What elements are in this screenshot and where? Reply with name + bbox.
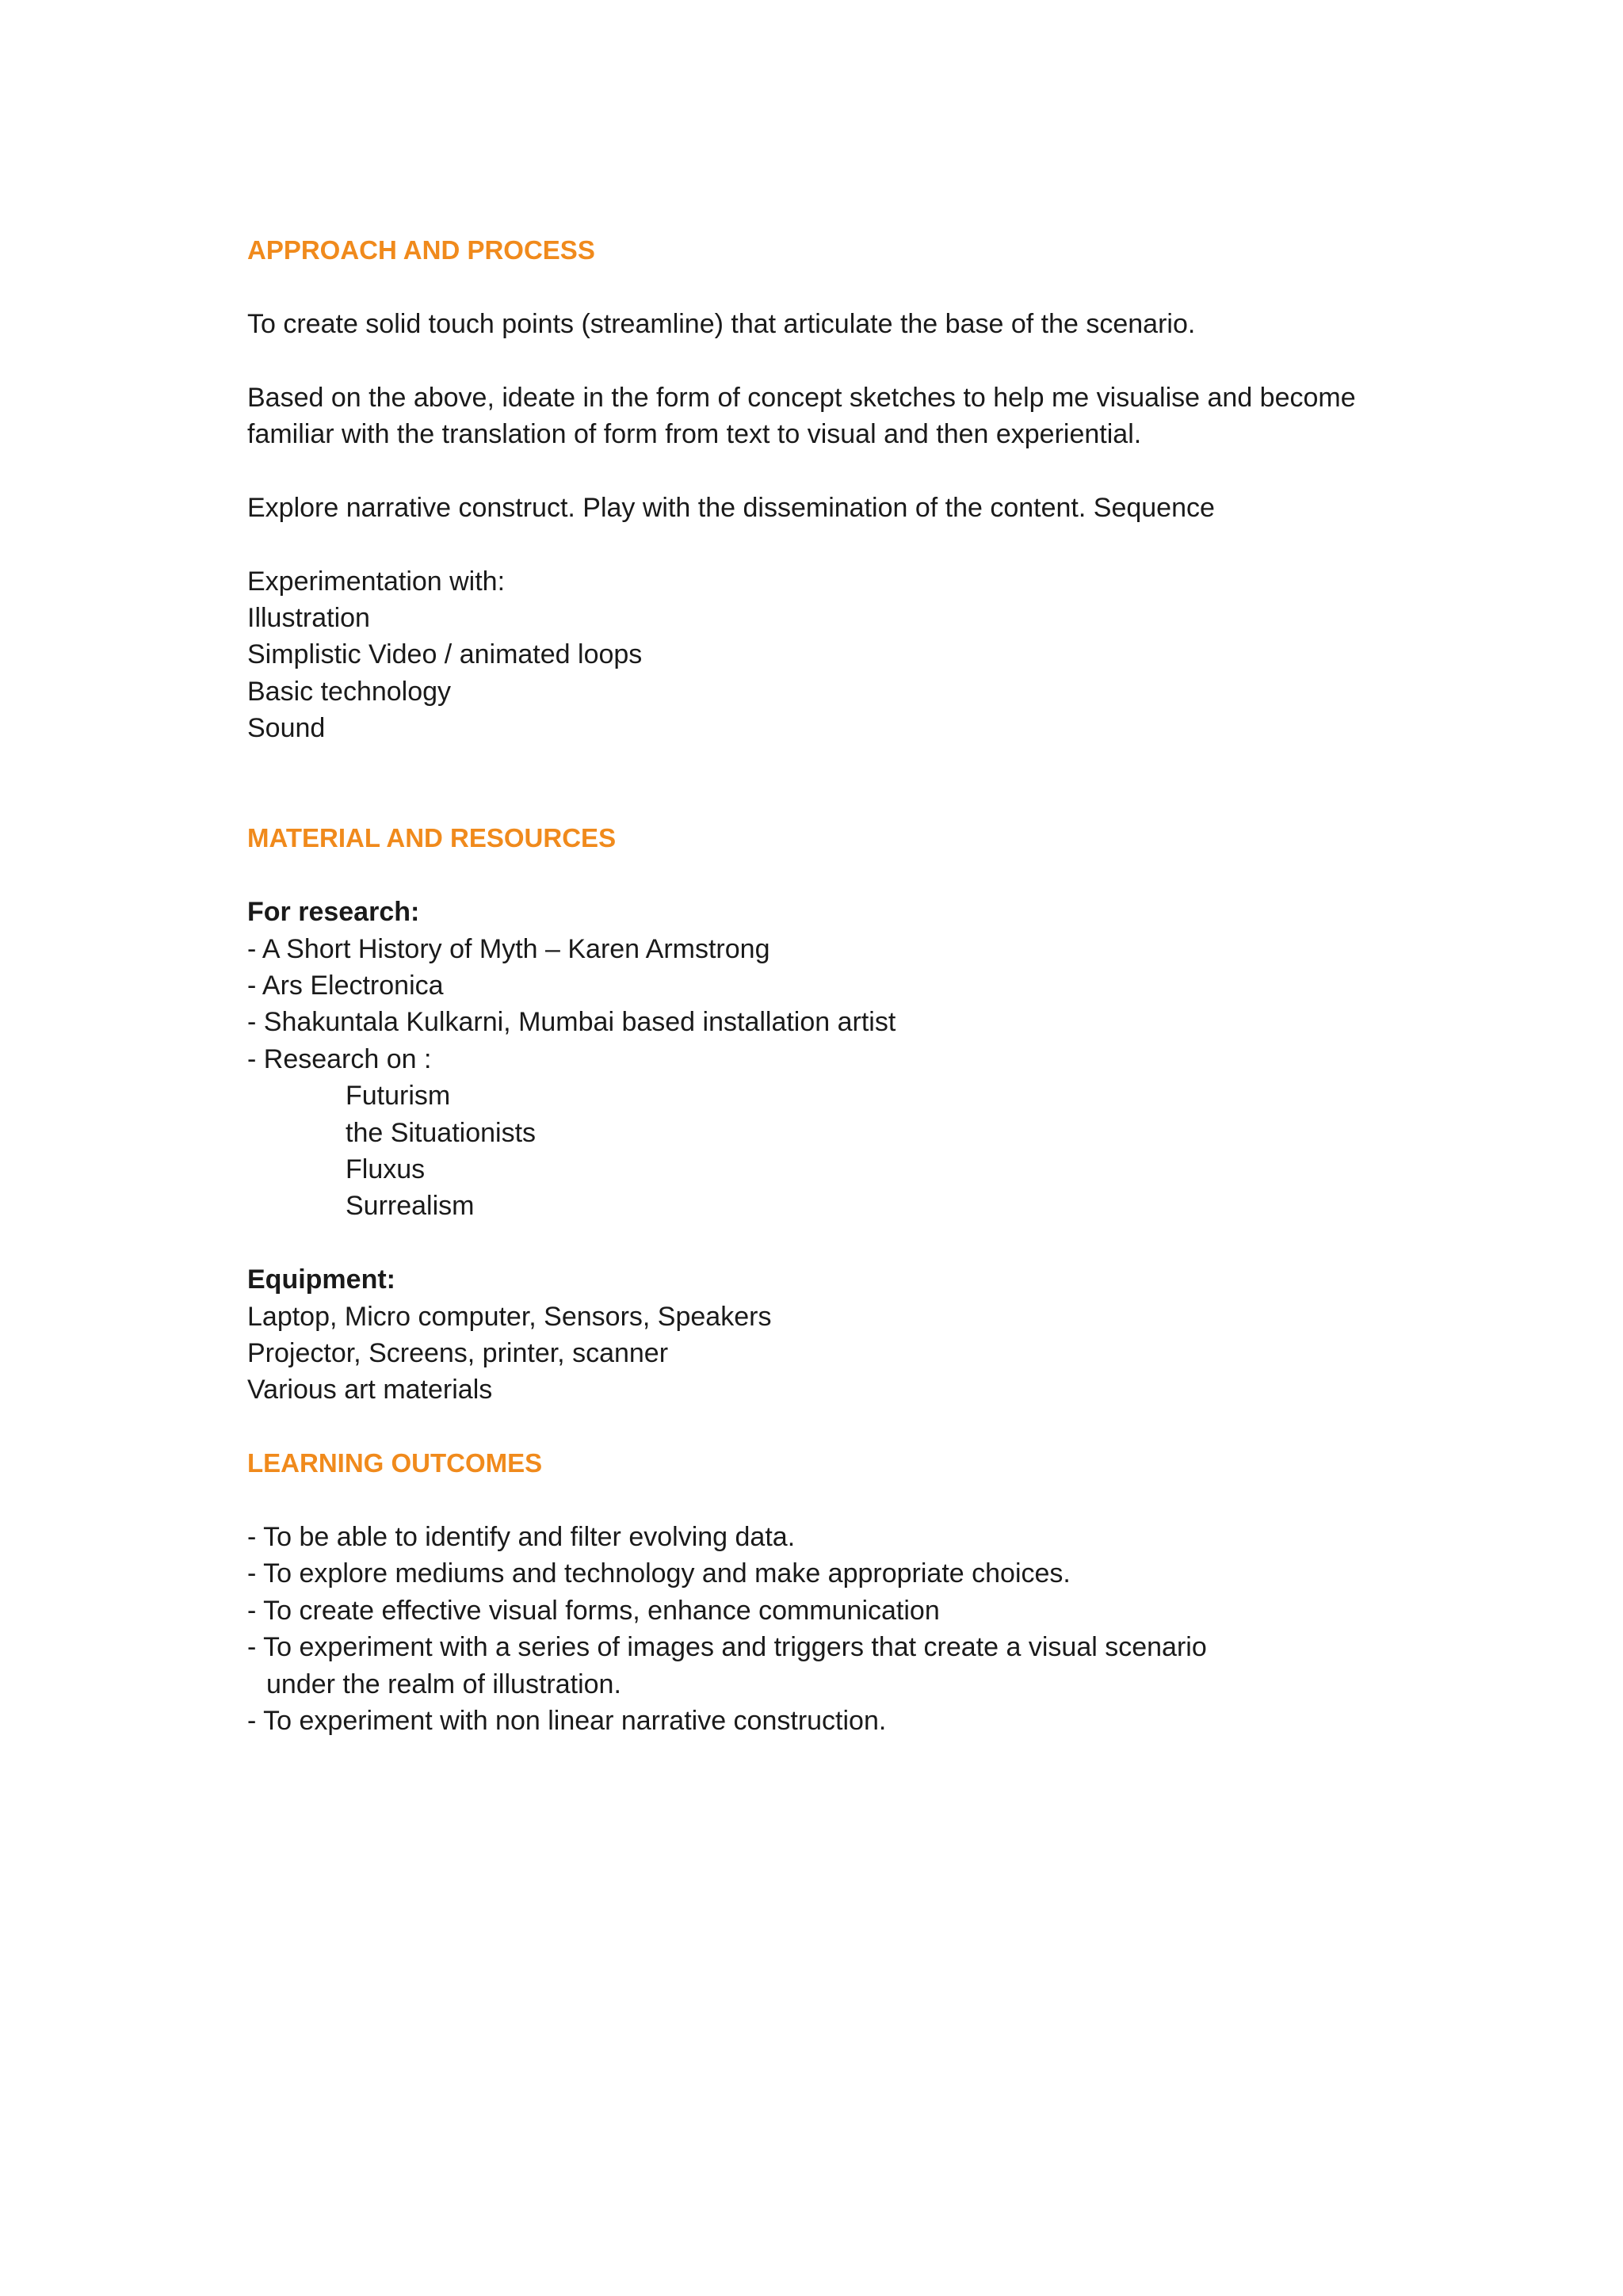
outcome-item: - To create effective visual forms, enhance communication [247, 1595, 940, 1626]
spacer [247, 526, 1465, 563]
spacer [247, 747, 1465, 784]
outcome-item: - To experiment with non linear narrative construction. [247, 1706, 887, 1737]
research-item: - Ars Electronica [247, 971, 444, 1001]
research-subitem: Fluxus [346, 1154, 426, 1185]
research-item: - Shakuntala Kulkarni, Mumbai based installation artist [247, 1007, 896, 1038]
experimentation-item: Simplistic Video / animated loops [247, 639, 643, 670]
equipment-item: Various art materials [247, 1375, 493, 1405]
outcome-item-continuation: under the realm of illustration. [266, 1669, 621, 1699]
spacer [247, 1225, 1465, 1261]
approach-section [247, 232, 1465, 747]
outcome-item: - To experiment with a series of images and triggers that create a visual scenario [247, 1632, 1207, 1663]
research-item: - Research on : [247, 1043, 432, 1074]
experimentation-label: Experimentation with: [247, 566, 506, 597]
spacer [247, 857, 1465, 894]
approach-paragraph-2-line-1: Based on the above, ideate in the form of concept sketches to help me visualise and become [247, 382, 1356, 413]
research-subitem: the Situationists [346, 1117, 537, 1148]
equipment-item: Projector, Screens, printer, scanner [247, 1338, 669, 1369]
spacer [247, 1409, 1465, 1445]
approach-heading: APPROACH AND PROCESS [247, 235, 595, 265]
research-label: For research: [247, 897, 420, 928]
outcome-item: - To explore mediums and technology and make appropriate choices. [247, 1558, 1071, 1589]
experimentation-item: Sound [247, 713, 326, 744]
outcomes-heading: LEARNING OUTCOMES [247, 1448, 543, 1478]
experimentation-item: Basic technology [247, 676, 452, 707]
approach-paragraph-3: Explore narrative construct. Play with the dissemination of the content. Sequence [247, 492, 1215, 523]
spacer [247, 269, 1465, 305]
materials-section [247, 820, 1465, 1408]
spacer [247, 452, 1465, 489]
approach-paragraph-1: To create solid touch points (streamline) that articulate the base of the scenario. [247, 308, 1196, 339]
outcomes-section [247, 1445, 1465, 1739]
approach-paragraph-2-line-2: familiar with the translation of form from text to visual and then experiential. [247, 419, 1142, 449]
research-subitem: Futurism [346, 1081, 451, 1112]
research-item: - A Short History of Myth – Karen Armstrong [247, 933, 770, 964]
spacer [247, 342, 1465, 379]
outcome-item: - To be able to identify and filter evolving data. [247, 1522, 796, 1553]
materials-heading: MATERIAL AND RESOURCES [247, 823, 617, 853]
experimentation-item: Illustration [247, 603, 370, 633]
spacer [247, 784, 1465, 820]
research-subitem: Surrealism [346, 1191, 475, 1222]
spacer [247, 1482, 1465, 1519]
equipment-item: Laptop, Micro computer, Sensors, Speakers [247, 1301, 772, 1332]
equipment-label: Equipment: [247, 1264, 395, 1295]
